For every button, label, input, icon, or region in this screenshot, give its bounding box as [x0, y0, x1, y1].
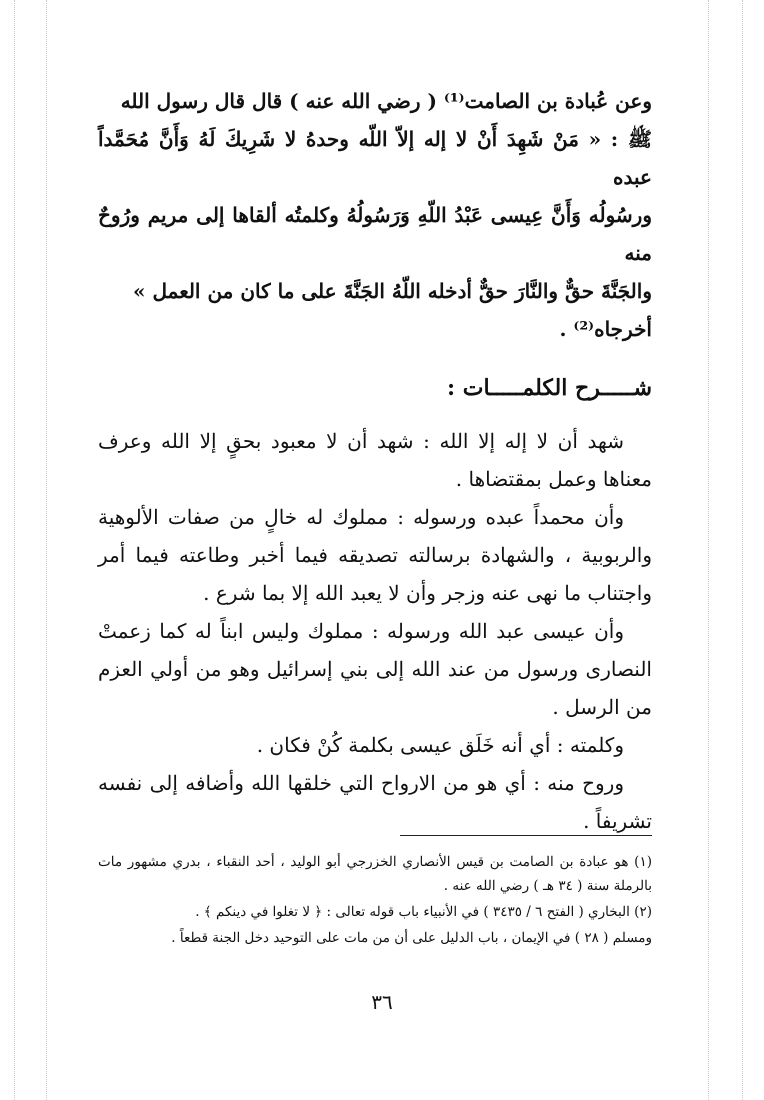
page-number: ٣٦ [371, 990, 393, 1014]
hadith-line: ورسُولُه وَأَنَّ عِيسى عَبْدُ اللّهِ وَرَسُولُهُ وكلمتُه ألقاها إلى مريم ورُوحٌ منه [98, 203, 652, 265]
hadith-line: أخرجاه⁽²⁾ . [559, 317, 652, 341]
explanation-paragraph: وأن محمداً عبده ورسوله : مملوك له خالٍ من صفات الألوهية والربوبية ، والشهادة برسالته تصديقه فيما أخبر وطاعته فيما أمر واجتناب ما نهى عنه وزجر وأن لا يعبد الله إلا بما شرع . [98, 505, 652, 605]
hadith-line: والجَنَّةَ حقٌّ والنَّارَ حقٌّ أدخله اللّهُ الجَنَّةَ على ما كان من العمل » [133, 279, 652, 303]
margin-guide [46, 0, 47, 1100]
footnote: (١) هو عبادة بن الصامت بن قيس الأنصاري الخزرجي أبو الوليد ، أحد النقباء ، بدري مشهور مات بالرملة سنة ( ٣٤ هـ ) رضي الله عنه . [98, 854, 652, 894]
footnotes [98, 850, 652, 952]
explanation-paragraph: وكلمته : أي أنه خَلَق عيسى بكلمة كُنْ فكان . [256, 733, 624, 757]
explanation-paragraph: وأن عيسى عبد الله ورسوله : مملوك وليس ابناً له كما زعمتْ النصارى ورسول من عند الله إلى بني إسرائيل وهو من أولي العزم من الرسل . [98, 619, 652, 719]
hadith-line: ﷺ : « مَنْ شَهِدَ أَنْ لا إله إلاّ اللّه وحدهُ لا شَرِيكَ لَهُ وَأَنَّ مُحَمَّداً عبده [98, 127, 652, 189]
footnote: (٢) البخاري ( الفتح ٦ / ٣٤٣٥ ) في الأنبياء باب قوله تعالى : ﴿ لا تغلوا في دينكم ﴾ . [195, 904, 652, 920]
hadith-text [98, 82, 652, 348]
footnote-divider [400, 835, 652, 836]
explanation-paragraph: شهد أن لا إله إلا الله : شهد أن لا معبود بحقٍ إلا الله وعرف معناها وعمل بمقتضاها . [98, 429, 652, 491]
explanation-paragraph: وروح منه : أي هو من الارواح التي خلقها الله وأضافه إلى نفسه تشريفاً . [98, 771, 652, 833]
hadith-line: وعن عُبادة بن الصامت⁽¹⁾ ( رضي الله عنه ) قال قال رسول الله [120, 89, 652, 113]
margin-guide [14, 0, 15, 1100]
explanation-section [98, 422, 652, 840]
margin-guide [742, 0, 743, 1100]
page-body [98, 82, 652, 840]
section-heading: شـــــرح الكلمـــــات : [446, 375, 652, 401]
margin-guide [708, 0, 709, 1100]
footnote: ومسلم ( ٢٨ ) في الإيمان ، باب الدليل على أن من مات على التوحيد دخل الجنة قطعاً . [171, 930, 652, 946]
